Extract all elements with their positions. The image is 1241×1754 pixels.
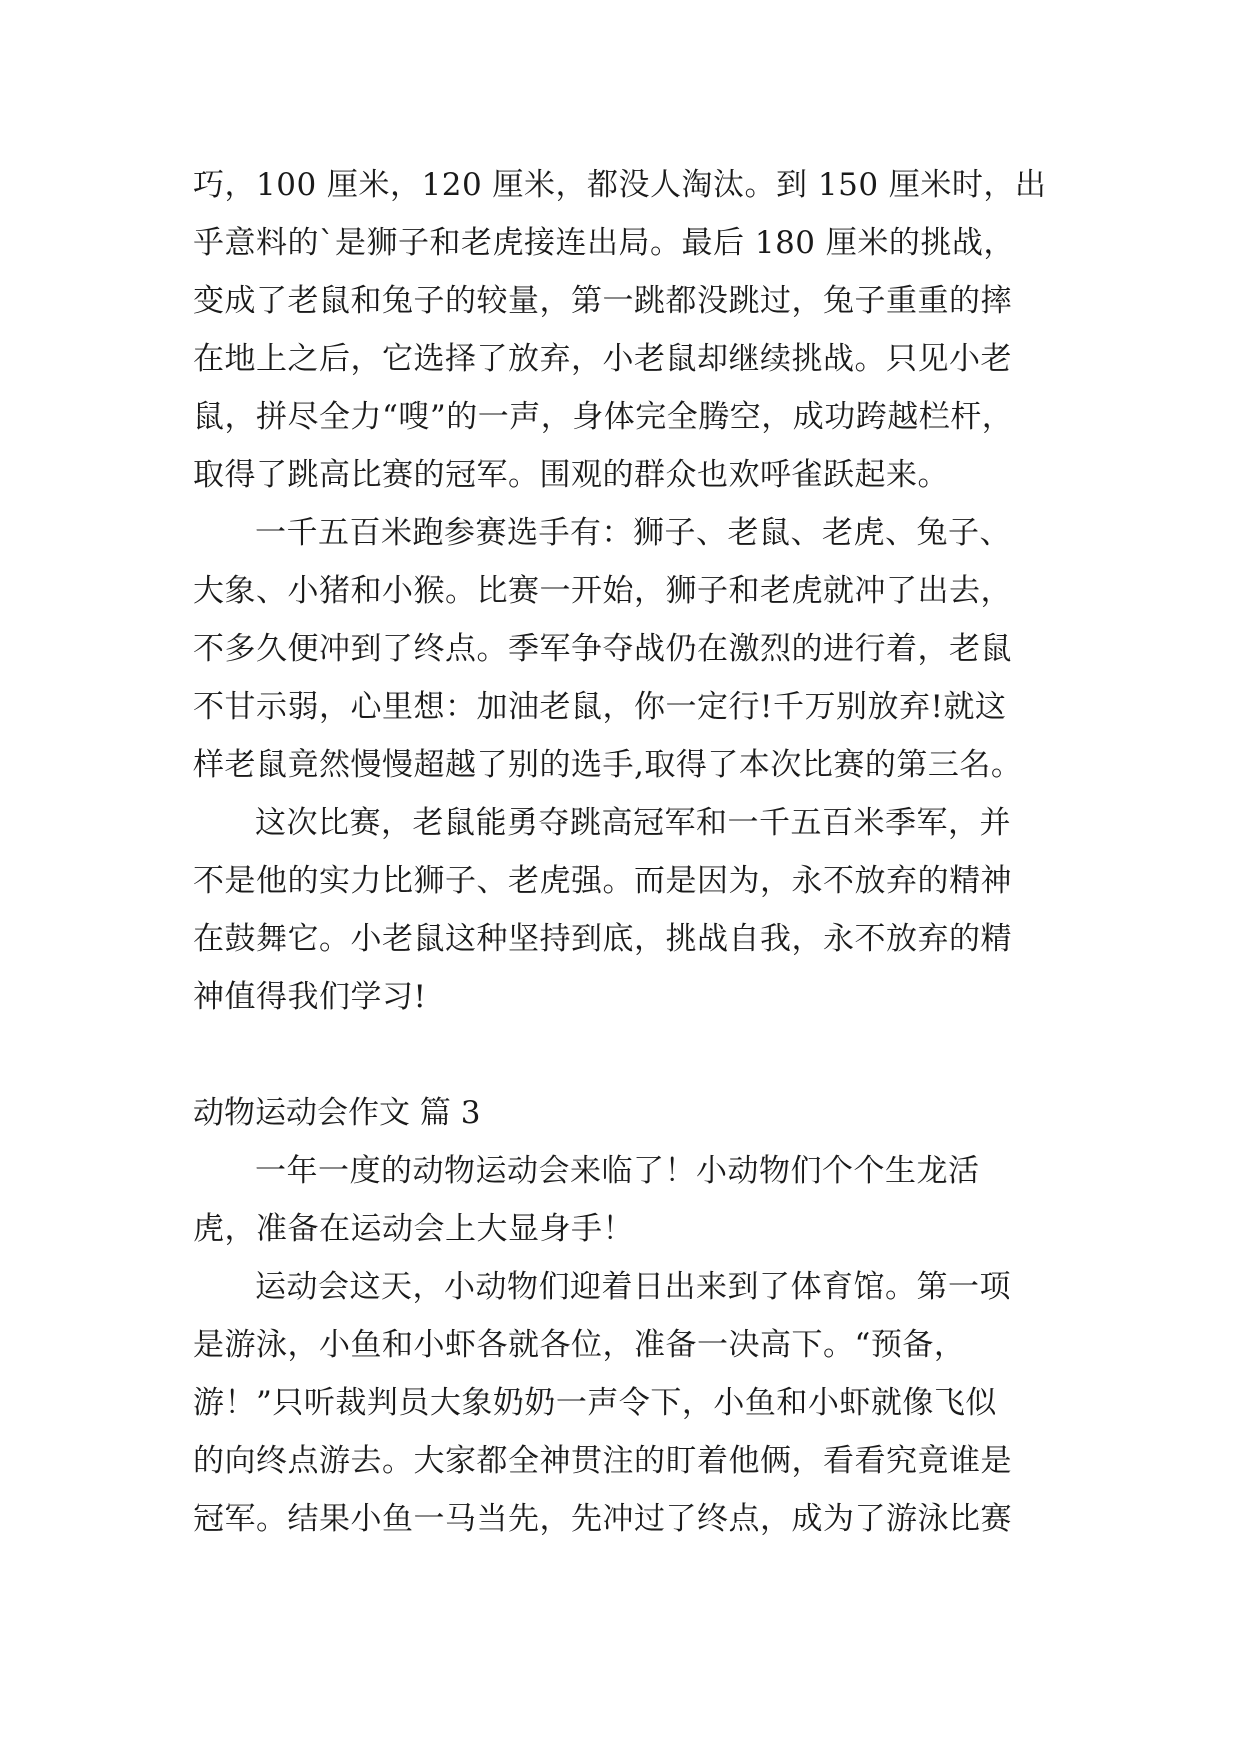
paragraph-line: 不是他的实力比狮子、老虎强。而是因为，永不放弃的精神 bbox=[193, 863, 1012, 899]
paragraph-line: 虎，准备在运动会上大显身手！ bbox=[193, 1211, 634, 1247]
section-title: 动物运动会作文 篇 3 bbox=[193, 1095, 481, 1131]
paragraph-line: 在地上之后，它选择了放弃，小老鼠却继续挑战。只见小老 bbox=[193, 341, 1012, 377]
paragraph-line: 不多久便冲到了终点。季军争夺战仍在激烈的进行着，老鼠 bbox=[193, 631, 1012, 667]
paragraph-line: 运动会这天，小动物们迎着日出来到了体育馆。第一项 bbox=[255, 1269, 1011, 1305]
paragraph-line: 在鼓舞它。小老鼠这种坚持到底，挑战自我，永不放弃的精 bbox=[193, 921, 1012, 957]
paragraph-line: 的向终点游去。大家都全神贯注的盯着他俩，看看究竟谁是 bbox=[193, 1443, 1012, 1479]
paragraph-line: 是游泳，小鱼和小虾各就各位，准备一决高下。“预备， bbox=[193, 1327, 966, 1363]
paragraph-line: 变成了老鼠和兔子的较量，第一跳都没跳过，兔子重重的摔 bbox=[193, 283, 1012, 319]
paragraph-line: 不甘示弱，心里想：加油老鼠，你一定行!千万别放弃!就这 bbox=[193, 689, 1007, 725]
paragraph-line: 一年一度的动物运动会来临了！小动物们个个生龙活 bbox=[255, 1153, 980, 1189]
paragraph-line: 取得了跳高比赛的冠军。围观的群众也欢呼雀跃起来。 bbox=[193, 457, 949, 493]
paragraph-line: 一千五百米跑参赛选手有：狮子、老鼠、老虎、兔子、 bbox=[255, 515, 1011, 551]
paragraph-line: 神值得我们学习! bbox=[193, 979, 427, 1015]
paragraph-line: 乎意料的`是狮子和老虎接连出局。最后 180 厘米的挑战， bbox=[193, 225, 1015, 261]
paragraph-line: 冠军。结果小鱼一马当先，先冲过了终点，成为了游泳比赛 bbox=[193, 1501, 1012, 1537]
paragraph-line: 巧，100 厘米，120 厘米，都没人淘汰。到 150 厘米时，出 bbox=[193, 167, 1047, 203]
paragraph-line: 鼠，拼尽全力“嗖”的一声，身体完全腾空，成功跨越栏杆， bbox=[193, 399, 1014, 435]
paragraph-line: 大象、小猪和小猴。比赛一开始，狮子和老虎就冲了出去， bbox=[193, 573, 1012, 609]
paragraph-line: 样老鼠竟然慢慢超越了别的选手,取得了本次比赛的第三名。 bbox=[193, 747, 1023, 783]
paragraph-line: 这次比赛，老鼠能勇夺跳高冠军和一千五百米季军，并 bbox=[255, 805, 1011, 841]
paragraph-line: 游！”只听裁判员大象奶奶一声令下，小鱼和小虾就像飞似 bbox=[193, 1385, 997, 1421]
